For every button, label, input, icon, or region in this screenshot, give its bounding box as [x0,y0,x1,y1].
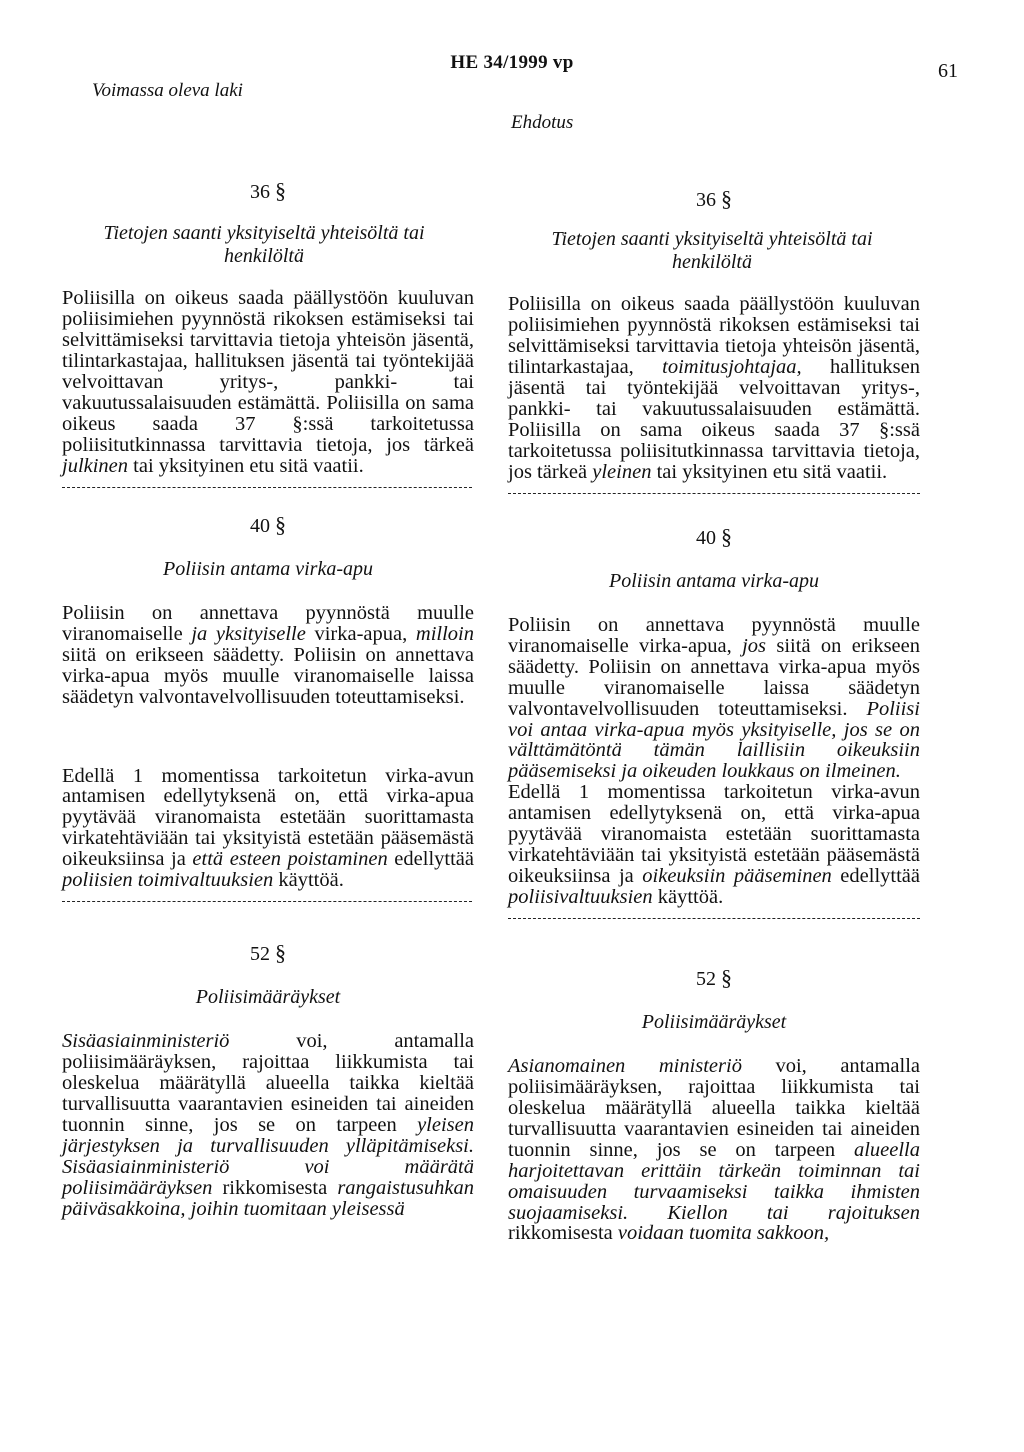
section-symbol: § [275,511,286,537]
section-36-number [508,188,920,210]
section-symbol: § [275,178,286,203]
section-52-paragraph: Sisäasiainministeriö voi, antamalla poliisimääräyksen, rajoittaa liikkumista tai oleskelua määrätyllä alueella taikka kieltää turvallisuutta vaarantavien esineiden tai aineiden tuonnin sinne, jos se on tarpeen yleisen järjestyksen ja turvallisuuden ylläpitämiseksi. Sisäasiainministeriö voi määrätä poliisimääräyksen rikkomisesta rangaistusuhkan päiväsakkoina, joihin tuomitaan yleisessä [62,1030,474,1220]
omission-divider [62,901,472,902]
section-52-heading: Poliisimääräykset [195,986,341,1009]
section-36-paragraph: Poliisilla on oikeus saada päällystöön kuuluvan poliisimiehen pyynnöstä rikoksen estämiseksi tai selvittämiseksi tarvittavia tietoja yhteisön jäsentä, tilintarkastajaa, hallituksen jäsentä tai työntekijää velvoittavan yritys-, pankki- tai vakuutussalaisuuden estämättä. Poliisilla on sama oikeus saada 37 §:ssä tarkoitetussa poliisitutkinnassa tarvittavia tietoja, jos tärkeä julkinen tai yksityinen etu sitä vaatii. [62,287,474,477]
section-40-paragraph-2: Edellä 1 momentissa tarkoitetun virka-avun antamisen edellytyksenä on, että virka-apua pyytävää viranomaista estetään suorittamasta virkatehtäviään tai yksityistä estetään pääsemästä oikeuksiinsa ja oikeuksiin pääseminen edellyttää poliisivaltuuksien käyttöä. [508,781,920,908]
section-40-paragraph-1: Poliisin on annettava pyynnöstä muulle viranomaiselle virka-apua, jos siitä on erikseen säädetty. Poliisin on annettava virka-apua myös muulle viranomaiselle laissa säädetyn valvontavelvollisuuden toteuttamiseksi. Poliisi voi antaa virka-apua myös yksityiselle, jos se on välttämätöntä tämän laillisiin oikeuksiin pääsemiseksi ja oikeuden loukkaus on ilmeinen. [508,614,920,783]
section-36-heading: Tietojen saanti yksityiseltä yhteisöltä tai henkilöltä [551,228,873,274]
section-number: 40 [250,514,270,537]
section-40-paragraph-1: Poliisin on annettava pyynnöstä muulle viranomaiselle ja yksityiselle virka-apua, milloin siitä on erikseen säädetty. Poliisin on annettava virka-apua myös muulle viranomaiselle laissa säädetyn valvontavelvollisuuden toteuttamiseksi. [62,602,474,708]
section-36-heading: Tietojen saanti yksityiseltä yhteisöltä tai henkilöltä [103,222,425,268]
section-40-number [62,511,474,537]
current-law-column [62,178,474,1220]
left-column-label: Voimassa oleva laki [92,80,243,101]
omission-divider [62,487,472,488]
section-52-number [508,964,920,990]
section-symbol: § [721,186,732,211]
document-title: HE 34/1999 vp [450,52,574,73]
section-40-number [508,523,920,549]
right-column-label: Ehdotus [511,112,574,133]
section-52-heading: Poliisimääräykset [641,1011,787,1034]
section-number: 52 [696,967,716,990]
section-40-heading: Poliisin antama virka-apu [609,570,819,593]
section-number: 40 [696,526,716,549]
omission-divider [508,493,920,494]
proposal-column [508,178,920,1244]
section-52-paragraph: Asianomainen ministeriö voi, antamalla poliisimääräyksen, rajoittaa liikkumista tai oleskelua määrätyllä alueella taikka kieltää turvallisuutta vaarantavien esineiden tai aineiden tuonnin sinne, jos se on tarpeen alueella harjoitettavan erittäin tärkeän toiminnan tai omaisuuden turvaamiseksi taikka ihmisten suojaamiseksi. Kiellon tai rajoituksen rikkomisesta voidaan tuomita sakkoon, [508,1055,921,1245]
omission-divider [508,918,920,919]
section-number: 36 [250,181,270,203]
section-36-paragraph: Poliisilla on oikeus saada päällystöön kuuluvan poliisimiehen pyynnöstä rikoksen estämiseksi tai selvittämiseksi tarvittavia tietoja yhteisön jäsentä, tilintarkastajaa, toimitusjohtajaa, hallituksen jäsentä tai työntekijää velvoittavan yritys-, pankki- tai vakuutussalaisuuden estämättä. Poliisilla on sama oikeus saada 37 §:ssä tarkoitetussa poliisitutkinnassa tarvittavia tietoja, jos tärkeä yleinen tai yksityinen etu sitä vaatii. [508,293,920,483]
section-40-heading: Poliisin antama virka-apu [163,558,373,581]
section-symbol: § [721,964,732,990]
section-symbol: § [275,940,286,965]
page-number: 61 [938,60,958,82]
section-52-number [62,942,474,964]
section-number: 52 [250,943,270,965]
section-number: 36 [696,189,716,211]
section-40-paragraph-2: Edellä 1 momentissa tarkoitetun virka-avun antamisen edellytyksenä on, että virka-apua pyytävää viranomaista estetään suorittamasta virkatehtäviään tai yksityistä estetään pääsemästä oikeuksiinsa ja että esteen poistaminen edellyttää poliisien toimivaltuuksien käyttöä. [62,764,474,892]
section-symbol: § [721,523,732,549]
section-36-number [62,180,474,202]
